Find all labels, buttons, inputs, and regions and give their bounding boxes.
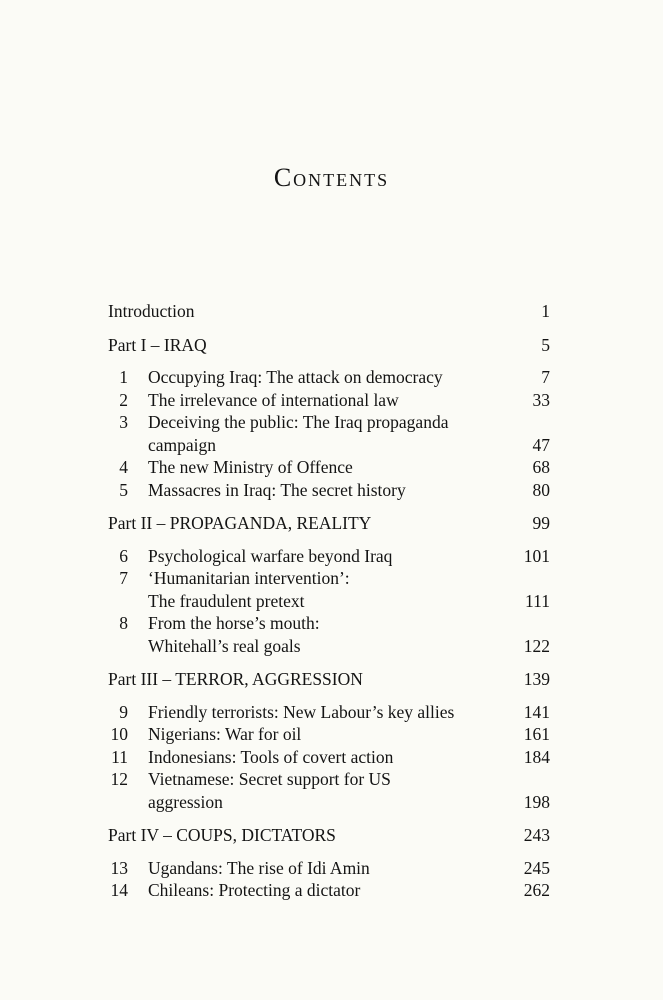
toc-chapter-title-line: Nigerians: War for oil <box>148 724 302 744</box>
toc-chapter-number: 7 <box>119 568 128 588</box>
toc-chapter-page: 184 <box>523 746 550 767</box>
toc-chapter-number: 13 <box>110 857 128 878</box>
toc-chapter-page: 68 <box>532 457 550 477</box>
toc-chapter-continuation <box>108 590 550 613</box>
toc-chapter-number: 11 <box>111 746 128 767</box>
toc-chapter-row <box>108 366 550 389</box>
toc-part-row <box>108 824 550 847</box>
toc-chapter-title-line: campaign <box>148 434 217 455</box>
toc-intro-page: 1 <box>541 301 550 321</box>
toc-chapter-row <box>108 768 550 791</box>
toc-part-label: Part II – PROPAGANDA, REALITY <box>108 513 372 533</box>
toc-chapter-page: 262 <box>523 880 550 900</box>
toc-chapter-continuation <box>108 434 550 457</box>
toc-part-label: Part III – TERROR, AGGRESSION <box>108 669 363 689</box>
toc-chapter-title-line: Occupying Iraq: The attack on democracy <box>148 367 443 387</box>
toc-chapter-title-line: Chileans: Protecting a dictator <box>148 880 361 900</box>
toc-chapter-title-line: Massacres in Iraq: The secret history <box>148 479 406 500</box>
toc-chapter-title-line: Friendly terrorists: New Labour’s key allies <box>148 701 455 722</box>
toc-chapter-title-line: From the horse’s mouth: <box>148 613 320 633</box>
toc-chapter-page: 122 <box>523 635 550 656</box>
toc-chapter-page: 245 <box>523 857 550 878</box>
toc-chapter-continuation <box>108 791 550 814</box>
toc-chapter-page: 111 <box>525 590 550 611</box>
toc-chapter-row <box>108 746 550 769</box>
toc-chapter-title-line: Deceiving the public: The Iraq propaganda <box>148 412 449 432</box>
toc-part-page: 99 <box>532 513 550 533</box>
toc-intro-label: Introduction <box>108 301 195 321</box>
toc-part-page: 243 <box>523 825 550 845</box>
toc-chapter-number: 8 <box>119 613 128 633</box>
toc-gap <box>108 691 550 701</box>
toc-chapter-row <box>108 701 550 724</box>
toc-chapter-number: 1 <box>119 367 128 387</box>
toc-chapter-title-line: The new Ministry of Offence <box>148 457 353 477</box>
toc-gap <box>108 535 550 545</box>
toc-chapter-title-line: Whitehall’s real goals <box>148 635 301 656</box>
toc-chapter-row <box>108 612 550 635</box>
toc-chapter-page: 198 <box>523 791 550 812</box>
toc-chapter-number: 4 <box>119 457 128 477</box>
toc-chapter-page: 33 <box>532 389 550 410</box>
toc-chapter-number: 6 <box>119 545 128 566</box>
toc-chapter-number: 14 <box>110 880 128 900</box>
toc-chapter-page: 141 <box>523 701 550 722</box>
toc-chapter-row <box>108 723 550 746</box>
toc-part-page: 5 <box>541 334 550 355</box>
toc-chapter-page: 80 <box>532 479 550 500</box>
toc-chapter-row <box>108 456 550 479</box>
toc-chapter-row <box>108 879 550 902</box>
toc-chapter-row <box>108 545 550 568</box>
toc-chapter-row <box>108 479 550 502</box>
toc-chapter-title-line: Psychological warfare beyond Iraq <box>148 545 393 566</box>
page-title: Contents <box>273 163 390 192</box>
toc-chapter-continuation <box>108 635 550 658</box>
toc-chapter-row <box>108 857 550 880</box>
toc-chapter-row <box>108 389 550 412</box>
toc-gap <box>108 847 550 857</box>
table-of-contents <box>108 300 550 902</box>
toc-chapter-title-line: Ugandans: The rise of Idi Amin <box>148 857 370 878</box>
toc-intro-row <box>108 300 550 323</box>
toc-part-label: Part IV – COUPS, DICTATORS <box>108 825 336 845</box>
toc-gap <box>108 813 550 824</box>
toc-chapter-number: 3 <box>119 412 128 432</box>
toc-gap <box>108 657 550 668</box>
toc-chapter-row <box>108 411 550 434</box>
toc-chapter-page: 161 <box>523 724 550 744</box>
toc-chapter-page: 47 <box>532 434 550 455</box>
toc-gap <box>108 501 550 512</box>
toc-gap <box>108 356 550 366</box>
toc-gap <box>108 323 550 334</box>
toc-chapter-title-line: ‘Humanitarian intervention’: <box>148 568 350 588</box>
toc-part-row <box>108 334 550 357</box>
toc-chapter-page: 101 <box>523 545 550 566</box>
toc-chapter-title-line: Vietnamese: Secret support for US <box>148 769 391 789</box>
toc-chapter-title-line: aggression <box>148 791 223 812</box>
toc-part-label: Part I – IRAQ <box>108 334 207 355</box>
toc-chapter-number: 2 <box>119 389 128 410</box>
toc-chapter-number: 10 <box>110 724 128 744</box>
toc-chapter-number: 5 <box>119 479 128 500</box>
toc-chapter-title-line: The irrelevance of international law <box>148 389 399 410</box>
toc-chapter-title-line: The fraudulent pretext <box>148 590 305 611</box>
toc-part-row <box>108 512 550 535</box>
toc-chapter-page: 7 <box>541 367 550 387</box>
toc-part-page: 139 <box>523 669 550 689</box>
toc-chapter-number: 9 <box>119 701 128 722</box>
toc-chapter-title-line: Indonesians: Tools of covert action <box>148 746 394 767</box>
toc-chapter-number: 12 <box>110 769 128 789</box>
toc-chapter-row <box>108 567 550 590</box>
toc-part-row <box>108 668 550 691</box>
